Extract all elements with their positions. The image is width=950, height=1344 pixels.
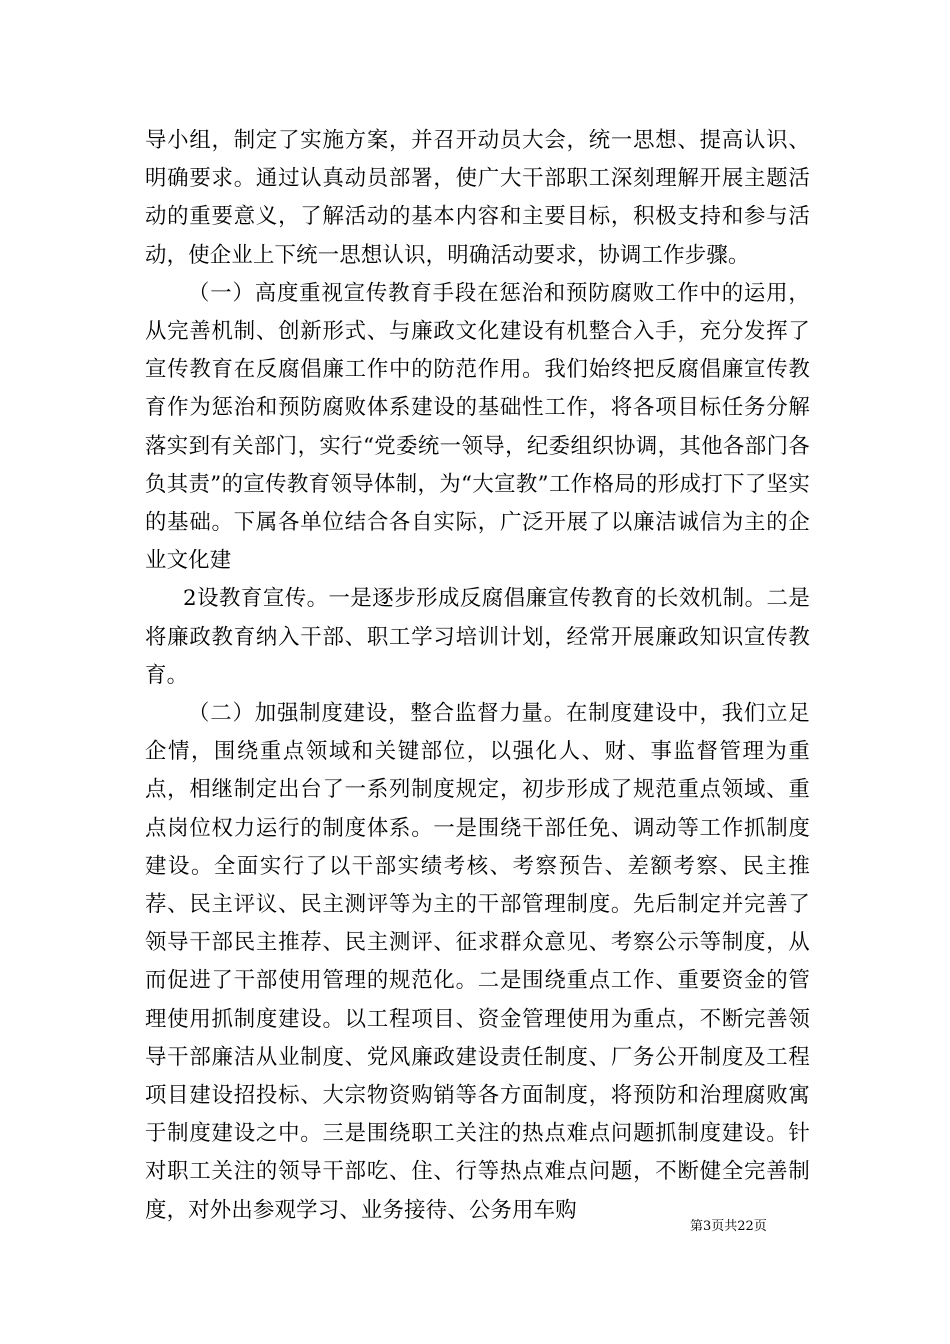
paragraph-section-1: （一）高度重视宣传教育手段在惩治和预防腐败工作中的运用，从完善机制、创新形式、与廉政文化建设有机整合入手，充分发挥了宣传教育在反腐倡廉工作中的防范作用。我们始终把反腐倡廉宣传教育作为惩治和预防腐败体系建设的基础性工作，将各项目标任务分解落实到有关部门，实行“党委统一领导，纪委组织协调，其他各部门各负其责”的宣传教育领导体制，为“大宣教”工作格局的形成打下了坚实的基础。下属各单位结合各自实际，广泛开展了以廉洁诚信为主的企业文化建 bbox=[145, 280, 810, 574]
paragraph-continuation: 导小组，制定了实施方案，并召开动员大会，统一思想、提高认识、明确要求。通过认真动员部署，使广大干部职工深刻理解开展主题活动的重要意义，了解活动的基本内容和主要目标，积极支持和参与活动，使企业上下统一思想认识，明确活动要求，协调工作步骤。 bbox=[145, 128, 810, 268]
page-number: 第3页共22页 bbox=[690, 1219, 767, 1234]
paragraph-section-2: （二）加强制度建设，整合监督力量。在制度建设中，我们立足企情，围绕重点领域和关键部位，以强化人、财、事监督管理为重点，相继制定出台了一系列制度规定，初步形成了规范重点领域、重点岗位权力运行的制度体系。一是围绕干部任免、调动等工作抓制度建设。全面实行了以干部实绩考核、考察预告、差额考察、民主推荐、民主评议、民主测评等为主的干部管理制度。先后制定并完善了领导干部民主推荐、民主测评、征求群众意见、考察公示等制度，从而促进了干部使用管理的规范化。二是围绕重点工作、重要资金的管理使用抓制度建设。以工程项目、资金管理使用为重点，不断完善领导干部廉洁从业制度、党风廉政建设责任制度、厂务公开制度及工程项目建设招投标、大宗物资购销等各方面制度，将预防和治理腐败寓于制度建设之中。三是围绕职工关注的热点难点问题抓制度建设。针对职工关注的领导干部吃、住、行等热点难点问题，不断健全完善制度，对外出参观学习、业务接待、公务用车购 bbox=[145, 701, 810, 1223]
paragraph-education: 2设教育宣传。一是逐步形成反腐倡廉宣传教育的长效机制。二是将廉政教育纳入干部、职工学习培训计划，经常开展廉政知识宣传教育。 bbox=[145, 586, 810, 688]
document-body bbox=[145, 122, 810, 1230]
